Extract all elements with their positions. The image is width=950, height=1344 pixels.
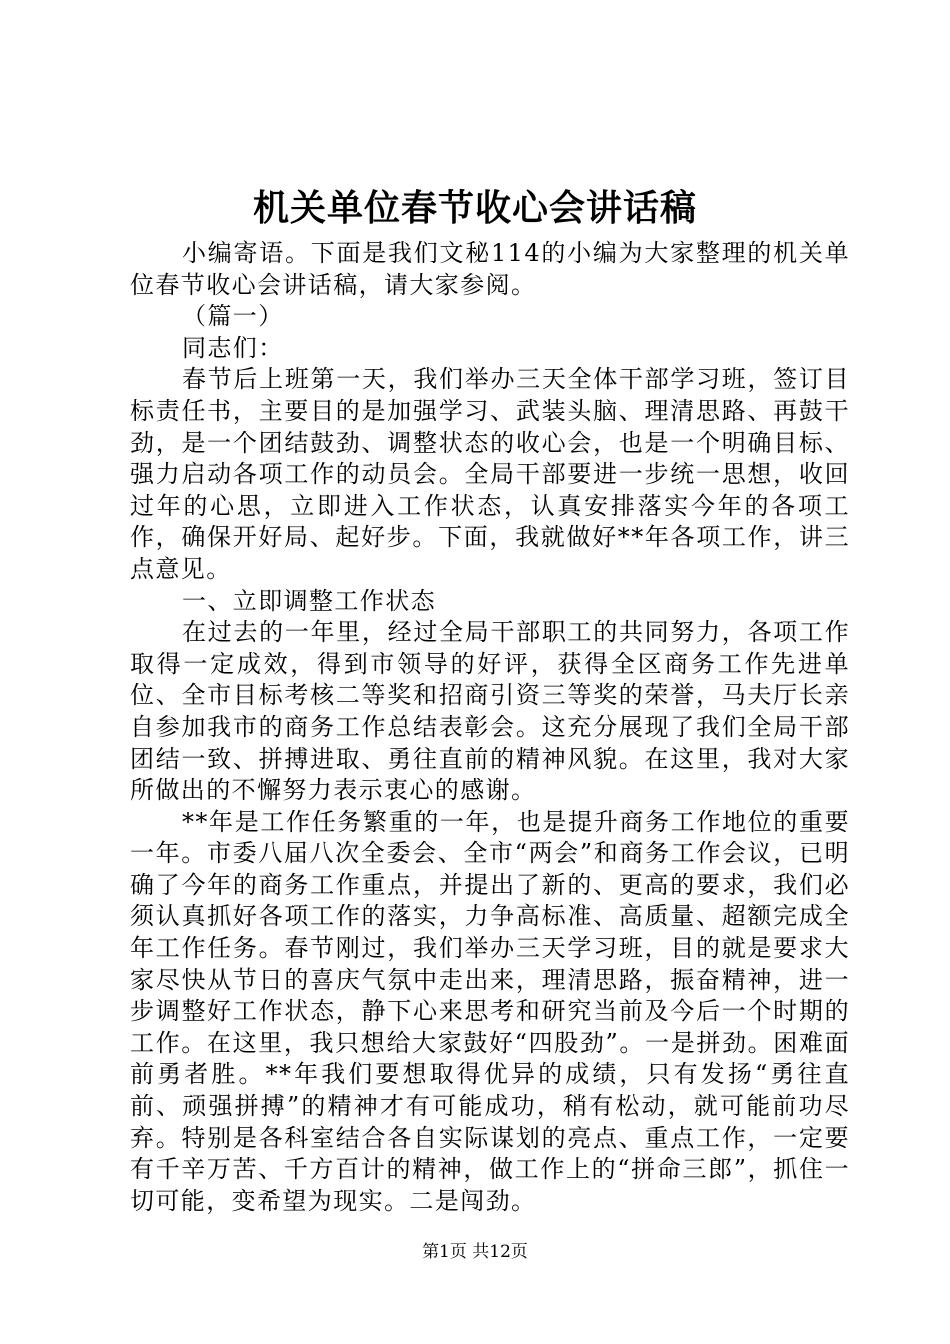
document-body (130, 238, 850, 1217)
page-footer: 第1页 共12页 (422, 1242, 528, 1262)
paragraph-heading-one: 一、立即调整工作状态 (182, 586, 436, 615)
paragraph-opening: 春节后上班第一天，我们举办三天全体干部学习班，签订目标责任书，主要目的是加强学习、武装头脑、理清思路、再鼓干劲，是一个团结鼓劲、调整状态的收心会，也是一个明确目标、强力启动各项工作的动员会。全局干部要进一步统一思想，收回过年的心思，立即进入工作状态，认真安排落实今年的各项工作，确保开好局、起好步。下面，我就做好**年各项工作，讲三点意见。 (130, 365, 850, 583)
paragraph-salutation: 同志们： (182, 333, 284, 362)
document-title: 机关单位春节收心会讲话稿 (252, 187, 697, 229)
paragraph-section-label: （篇一） (182, 302, 284, 331)
paragraph-past-year: 在过去的一年里，经过全局干部职工的共同努力，各项工作取得一定成效，得到市领导的好评，获得全区商务工作先进单位、全市目标考核二等奖和招商引资三等奖的荣誉，马夫厅长亲自参加我市的商务工作总结表彰会。这充分展现了我们全局干部团结一致、拼搏进取、勇往直前的精神风貌。在这里，我对大家所做出的不懈努力表示衷心的感谢。 (130, 618, 850, 805)
paragraph-intro: 小编寄语。下面是我们文秘114的小编为大家整理的机关单位春节收心会讲话稿，请大家参阅。 (130, 239, 850, 299)
paragraph-this-year: **年是工作任务繁重的一年，也是提升商务工作地位的重要一年。市委八届八次全委会、全市“两会”和商务工作会议，已明确了今年的商务工作重点，并提出了新的、更高的要求，我们必须认真抓好各项工作的落实，力争高标准、高质量、超额完成全年工作任务。春节刚过，我们举办三天学习班，目的就是要求大家尽快从节日的喜庆气氛中走出来，理清思路，振奋精神，进一步调整好工作状态，静下心来思考和研究当前及今后一个时期的工作。在这里，我只想给大家鼓好“四股劲”。一是拼劲。困难面前勇者胜。**年我们要想取得优异的成绩，只有发扬“勇往直前、顽强拼搏”的精神才有可能成功，稍有松动，就可能前功尽弃。特别是各科室结合各自实际谋划的亮点、重点工作，一定要有千辛万苦、千方百计的精神，做工作上的“拼命三郎”，抓住一切可能，变希望为现实。二是闯劲。 (130, 807, 850, 1215)
